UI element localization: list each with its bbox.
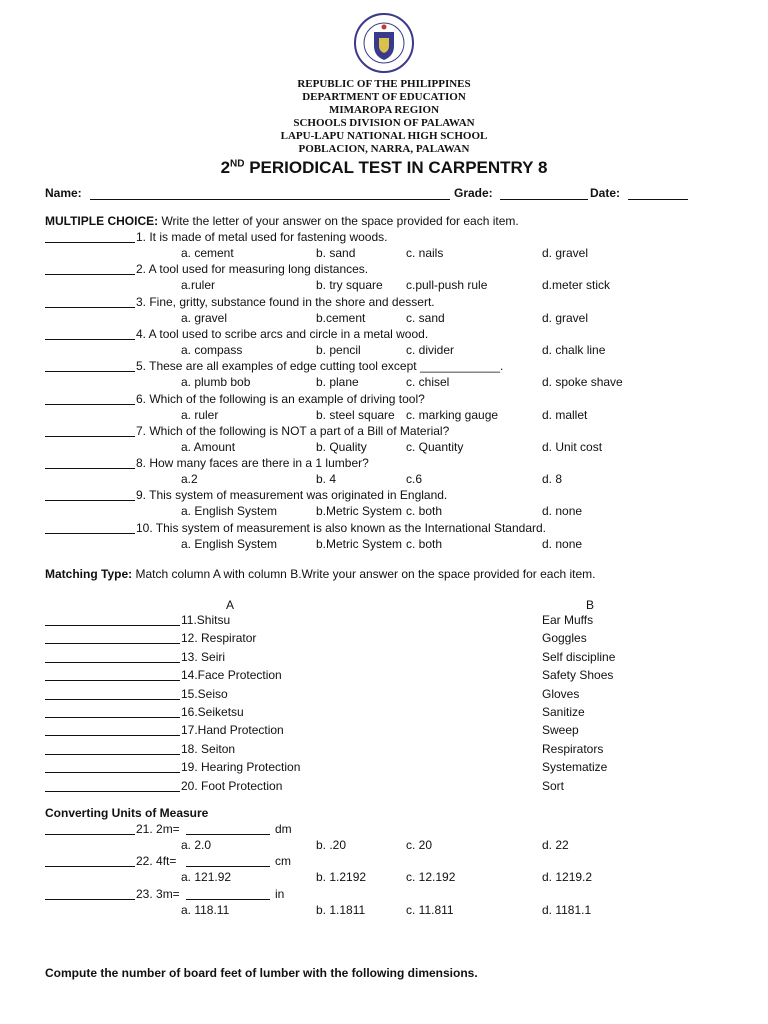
choice-b: b. Quality: [316, 439, 367, 454]
choice-b: b.cement: [316, 310, 366, 325]
column-a-item: 14.Face Protection: [181, 668, 282, 683]
answer-blank[interactable]: [45, 404, 135, 405]
choice-b: b.Metric System: [316, 504, 403, 519]
choice-c: c. nails: [406, 246, 444, 260]
column-a-item: 15.Seiso: [181, 686, 228, 701]
answer-blank[interactable]: [45, 899, 135, 900]
choice-b: b.Metric System: [316, 536, 403, 551]
answer-blank[interactable]: [45, 371, 135, 372]
choice-a: a. English System: [181, 536, 278, 551]
answer-blank[interactable]: [45, 866, 135, 867]
choice-a: a. Amount: [181, 439, 236, 454]
choice-c: c. both: [406, 536, 443, 551]
question-text: 7. Which of the following is NOT a part of a Bill of Material?: [136, 423, 450, 438]
choice-c: c. both: [406, 504, 443, 519]
choice-a: a. 121.92: [181, 870, 232, 885]
column-b-item: Self discipline: [542, 649, 616, 664]
choice-a: a. cement: [181, 246, 234, 260]
header-line-region: MIMAROPA REGION: [328, 104, 440, 116]
choice-d: d.meter stick: [542, 278, 611, 293]
column-a-item: 13. Seiri: [181, 649, 226, 664]
question-text: 1. It is made of metal used for fastening woods.: [136, 230, 388, 244]
choice-c: c. 20: [406, 838, 433, 852]
converting-title: Converting Units of Measure: [45, 806, 209, 820]
choice-a: a.2: [181, 472, 198, 487]
choice-a: a. compass: [181, 342, 243, 357]
column-b-item: Gloves: [542, 686, 580, 701]
question-text: 8. How many faces are there in a 1 lumber?: [136, 456, 369, 471]
question-text: 2. A tool used for measuring long distances.: [136, 262, 369, 277]
column-a-header: A: [226, 598, 235, 612]
column-b-item: Systematize: [542, 760, 608, 775]
column-b-item: Safety Shoes: [542, 668, 614, 683]
answer-blank[interactable]: [45, 274, 135, 275]
matching-answer-blank[interactable]: [45, 625, 180, 626]
choice-b: b. steel square: [316, 407, 395, 422]
header-line-department: DEPARTMENT OF EDUCATION: [302, 91, 466, 103]
choice-c: c. divider: [406, 342, 455, 357]
question-text: 5. These are all examples of edge cutting tool except ____________.: [136, 359, 504, 374]
choice-d: d. 1181.1: [542, 902, 592, 917]
choice-a: a. plumb bob: [181, 375, 251, 390]
choice-b: b. sand: [316, 246, 356, 260]
question-text: 3. Fine, gritty, substance found in the shore and dessert.: [136, 294, 435, 309]
choice-c: c.6: [406, 472, 423, 487]
choice-c: c. Quantity: [406, 439, 464, 454]
date-blank[interactable]: [628, 199, 688, 200]
choice-c: c.pull-push rule: [406, 278, 488, 293]
choice-d: d. none: [542, 536, 583, 551]
column-a-item: 16.Seiketsu: [181, 705, 244, 719]
choice-d: d. 1219.2: [542, 870, 593, 885]
unit-label: dm: [275, 822, 292, 836]
question-text: 21. 2m=: [136, 822, 180, 836]
column-b-item: Sanitize: [542, 705, 585, 719]
test-title: 2ND PERIODICAL TEST IN CARPENTRY 8: [220, 158, 548, 177]
choice-d: d. 22: [542, 838, 569, 852]
choice-b: b. .20: [316, 838, 347, 852]
matching-answer-blank[interactable]: [45, 772, 180, 773]
grade-blank[interactable]: [500, 199, 588, 200]
choice-b: b. plane: [316, 375, 359, 390]
matching-instructions: Matching Type: Match column A with column B.Write your answer on the space provided for each item.: [45, 567, 596, 581]
choice-a: a. ruler: [181, 407, 219, 422]
header-line-division: SCHOOLS DIVISION OF PALAWAN: [293, 117, 475, 129]
answer-blank[interactable]: [45, 307, 135, 308]
column-b-item: Goggles: [542, 631, 587, 646]
choice-b: b. 1.1811: [316, 902, 366, 917]
choice-d: d. gravel: [542, 310, 589, 325]
choice-d: d. chalk line: [542, 342, 606, 357]
column-b-item: Sweep: [542, 723, 579, 738]
choice-c: c. sand: [406, 310, 445, 325]
conversion-blank[interactable]: [186, 899, 270, 900]
answer-blank[interactable]: [45, 834, 135, 835]
column-b-header: B: [586, 598, 595, 612]
choice-a: a. English System: [181, 504, 278, 519]
answer-blank[interactable]: [45, 339, 135, 340]
column-a-item: 18. Seiton: [181, 741, 236, 756]
conversion-blank[interactable]: [186, 866, 270, 867]
choice-b: b. pencil: [316, 342, 361, 357]
matching-answer-blank[interactable]: [45, 680, 180, 681]
unit-label: in: [275, 886, 285, 901]
choice-b: b. 1.2192: [316, 870, 367, 885]
column-a-item: 17.Hand Protection: [181, 723, 284, 738]
choice-b: b. try square: [316, 278, 383, 293]
answer-blank[interactable]: [45, 500, 135, 501]
answer-blank[interactable]: [45, 436, 135, 437]
matching-answer-blank[interactable]: [45, 717, 180, 718]
matching-answer-blank[interactable]: [45, 643, 180, 644]
header-line-republic: REPUBLIC OF THE PHILIPPINES: [297, 78, 471, 90]
column-a-item: 20. Foot Protection: [181, 778, 283, 793]
question-text: 6. Which of the following is an example of driving tool?: [136, 391, 425, 406]
column-a-item: 12. Respirator: [181, 631, 257, 646]
grade-label: Grade:: [454, 186, 493, 200]
deped-seal-icon: [350, 12, 418, 74]
column-b-item: Ear Muffs: [542, 613, 594, 627]
answer-blank[interactable]: [45, 533, 135, 534]
choice-d: d. mallet: [542, 407, 588, 422]
choice-c: c. chisel: [406, 375, 450, 390]
choice-d: d. spoke shave: [542, 375, 623, 390]
question-text: 10. This system of measurement is also known as the International Standard.: [136, 520, 546, 535]
choice-d: d. none: [542, 504, 583, 519]
column-b-item: Respirators: [542, 741, 604, 756]
matching-answer-blank[interactable]: [45, 699, 180, 700]
choice-c: c. 11.811: [406, 902, 454, 917]
answer-blank[interactable]: [45, 242, 135, 243]
choice-a: a. 118.11: [181, 902, 230, 917]
choice-d: d. Unit cost: [542, 439, 603, 454]
choice-c: c. 12.192: [406, 870, 456, 885]
question-text: 4. A tool used to scribe arcs and circle in a metal wood.: [136, 326, 429, 341]
answer-blank[interactable]: [45, 468, 135, 469]
choice-c: c. marking gauge: [406, 407, 499, 422]
choice-d: d. 8: [542, 472, 563, 487]
name-blank[interactable]: [90, 199, 450, 200]
date-label: Date:: [590, 186, 621, 200]
column-b-item: Sort: [542, 778, 565, 793]
column-a-item: 11.Shitsu: [181, 613, 231, 627]
matching-answer-blank[interactable]: [45, 662, 180, 663]
header-line-address: POBLACION, NARRA, PALAWAN: [298, 143, 470, 155]
matching-answer-blank[interactable]: [45, 735, 180, 736]
question-text: 22. 4ft=: [136, 854, 177, 869]
header-line-school: LAPU-LAPU NATIONAL HIGH SCHOOL: [280, 130, 488, 142]
question-text: 9. This system of measurement was originated in England.: [136, 488, 448, 503]
question-text: 23. 3m=: [136, 886, 180, 901]
choice-a: a. gravel: [181, 310, 228, 325]
compute-instructions: Compute the number of board feet of lumber with the following dimensions.: [45, 966, 478, 980]
choice-d: d. gravel: [542, 246, 589, 260]
choice-b: b. 4: [316, 472, 337, 487]
name-label: Name:: [45, 186, 82, 200]
choice-a: a.ruler: [181, 278, 216, 293]
mc-instructions: MULTIPLE CHOICE: Write the letter of your answer on the space provided for each item.: [45, 214, 519, 228]
unit-label: cm: [275, 854, 291, 869]
matching-answer-blank[interactable]: [45, 791, 180, 792]
matching-answer-blank[interactable]: [45, 754, 180, 755]
column-a-item: 19. Hearing Protection: [181, 760, 301, 775]
conversion-blank[interactable]: [186, 834, 270, 835]
choice-a: a. 2.0: [181, 838, 212, 852]
